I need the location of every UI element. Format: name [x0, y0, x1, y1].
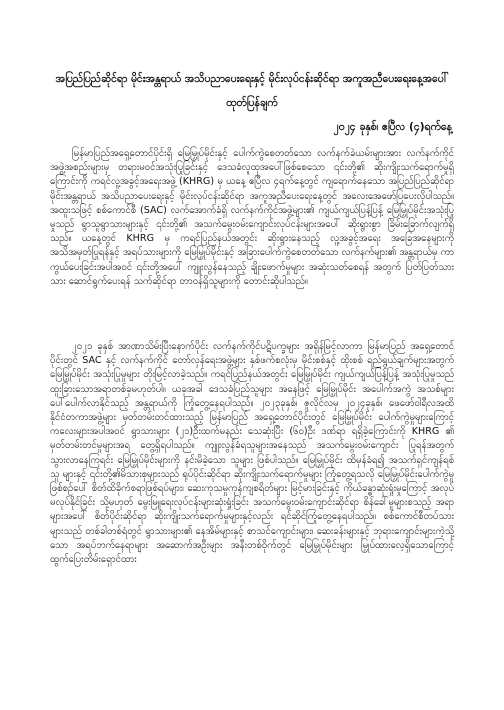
- paragraph-1: မြန်မာပြည်အရှေ့တောင်ပိုင်းရှိ မြေမြှုပ်မိုင်းနှင့် ပေါက်ကွဲစေတတ်သော လက်နက်ခဲယမ်းများအား လက်နက်ကိုင်အဖွဲ့အစည်းများမှ တရားမဝင်အသုံးပြုခြင်းနှင့် ဒေသခံလူထုအပေါ်ဖြစ်စေသော ၎င်းတို့၏ ဆိုးကျိုးသက်ရောက်မှုရှိကြောင်းကို ကရင်လူ့အခွင့်အရေးအဖွဲ့ (KHRG) မှ ယနေ့ ဧပြီလ ၄ရက်နေ့တွင် ကျရောက်နေသော အပြည်ပြည်ဆိုင်ရာ မိုင်းအန္တရာယ် အသိပညာပေးရေးနှင့် မိုင်းလုပ်ငန်းဆိုင်ရာ အကူအညီပေးရေးနေ့တွင် အလေးအေဖော်ပြပေးလိုပါသည်။ အထူးသဖြင့် စစ်ကောင်စီ (SAC) လက်အောက်ခံရှိ လက်နက်ကိုင်အဖွဲ့များ၏ ကျယ်ကျယ်ပြန့်ပြန့် မြေမြှုပ်မိုင်းအသုံးပြုမှုသည် ရွာသူရွာသားများနှင့် ၎င်းတို့၏ အသက်မွေးဝမ်းကျောင်းလုပ်ငန်းများအပေါ် ဆိုးရွားစွာ ခြိမ်းခြောက်လျက်ရှိသည်။ ယနေ့တွင် KHRG မှ ကရင်ပြည်နယ်အတွင်း ဆိုးရွားနေသည့် လူ့အခွင့်အရေး အခြေအနေများကို အသိအမှတ်ပြုရန်နှင့် အရပ်သားများကို မြေမြှုပ်မိုင်းနှင့် အခြားပေါက်ကွဲစေတတ်သော လက်နက်များ၏ အန္တရာယ်မှ ကာကွယ်ပေးခြင်းအပါအဝင် ၎င်းတို့အပေါ် ကျူးလွန်နေသည့် ချိုးဖောက်မှုများ အဆုံးသတ်စေရန် အတွက် ပြတ်ပြတ်သားသား ဆောင်ရွက်ပေးရန် သက်ဆိုင်ရာ တာဝန်ရှိသူများကို တောင်းဆိုပါသည်။: [50, 148, 454, 287]
- document-date: ၂၀၂၄ ခုနှစ်၊ ဧပြီလ (၄)ရက်နေ့: [333, 121, 452, 133]
- document-subtitle: ထုတ်ပြန်ချက်: [226, 97, 278, 109]
- paragraph-2: ၂၀၂၁ ခုနှစ် အာဏာသိမ်းပြီးနောက်ပိုင်း လက်နက်ကိုင်ပဋိပက္ခများ အရှိန်မြင့်လာကာ မြန်မာပြည် အရှေ့တောင်ပိုင်းတွင် SAC နှင့် လက်နက်ကိုင် တော်လှန်ရေးအဖွဲ့များ နှစ်ဖက်စလုံးမှ မိုင်းစစ်နှင့် ထိုးစစ် ရည်ရွယ်ချက်များအတွက် မြေမြှုပ်မိုင်း အသုံးပြုမှုများ တိုးမြင့်လာခဲ့သည်။ ကရင်ပြည်နယ်အတွင်း မြေမြှုပ်မိုင်း ကျယ်ကျယ်ပြန့်ပြန့် အသုံးပြုမှုသည် ထူးခြားသောအရာတစ်ခုမဟုတ်ပါ။ ယခုအခါ ဒေသခံပြည်သူများ အနေဖြင့် မြေမြှုပ်မိုင်း အပေါက်အကွဲ အသစ်များ ပေါ်ပေါက်လာနိုင်သည့် အန္တရာယ်ကို ကြုံတွေ့နေရပါသည်။ ၂၀၂၃ခုနှစ်၊ ဇူလိုင်လမှ ၂၀၂၄ခုနှစ်၊ ဖေဖော်ဝါရီလအထိ နိုင်ငံတကာအဖွဲ့များ မှတ်တမ်းတင်ထားသည့် မြန်မာပြည် အရှေ့တောင်ပိုင်းတွင် မြေမြှုပ်မိုင်း ပေါက်ကွဲမှုများကြောင့် ကလေးများအပါအဝင် ရွာသားများ (၂၁)ဦးထက်မနည်း သေဆုံးပြီး (၆၀)ဦး ဒဏ်ရာ ရရှိခဲ့ကြောင်းကို KHRG ၏ မှတ်တမ်းတင်မှုများအရ တွေ့ရှိရပါသည်။ ကျူးလွန်ခံရသူများအနေသည် အသက်မွေးဝမ်းကျောင်း ပြုရန်အတွက် သွားလာနေကြရင်း မြေမြှုပ်မိုင်းများကို နင်းမိခဲ့သော သူများ ဖြစ်ပါသည်။ မြေမြှုပ်မိုင်း ထိမှန်ခံရ၍ အသက်ရှင်ကျန်ရစ်သူ များနှင့် ၎င်းတို့၏မိသားစုများသည် ရုပ်ပိုင်းဆိုင်ရာ ဆိုးကျိုးသက်ရောက်မှုများ ကြုံတွေ့ရသလို မြေမြှုပ်မိုင်းပေါက်ကွဲမှုဖြစ်စဉ်ပေါ် စိတ်ထိခိုက်စရာဖြစ်ရပ်များ၊ ဆေးကုသမှုကုန်ကျစရိတ်များ မြင့်မားခြင်းနှင့် ကိုယ်ခန္ဓာဆုံးရှုံးမှုကြောင့် အလုပ်မလုပ်နိုင်ခြင်း သို့မဟုတ် မွေးမြူရေးလုပ်ငန်းများဆုံးရှုံးခြင်း အသက်မွေးဝမ်းကျောင်းဆိုင်ရာ စိန်ခေါ်မှုများစသည့် အရာများအပေါ် စိတ်ပိုင်းဆိုင်ရာ ဆိုးကျိုးသက်ရောက်မှုများနှင့်လည်း ရင်ဆိုင်ကြုံတွေ့နေရပါသည်။ စစ်ကောင်စီတပ်သားများသည် တစ်ခါတစ်ရံတွင် ရွာသားများ၏ နေအိမ်များနှင့် စာသင်ကျောင်းများ၊ ဆေးခန်းများနှင့် ဘုရားကျောင်းများကဲ့သို့သော အရပ်ဘက်နေရာများ အဆောက်အဦးများ အနီးတစ်ဝိုက်တွင် မြေမြှုပ်မိုင်းများ မြှုပ်ထားလေ့ရှိသောကြောင့် ထွက်ပြေးတိမ်းရှောင်ထား: [50, 341, 454, 566]
- document-title: အပြည်ပြည်ဆိုင်ရာ မိုင်းအန္တရာယ် အသိပညာပေးရေးနှင့် မိုင်းလုပ်ငန်းဆိုင်ရာ အကူအညီပေးရေးနေ့အပေါ်: [55, 73, 449, 85]
